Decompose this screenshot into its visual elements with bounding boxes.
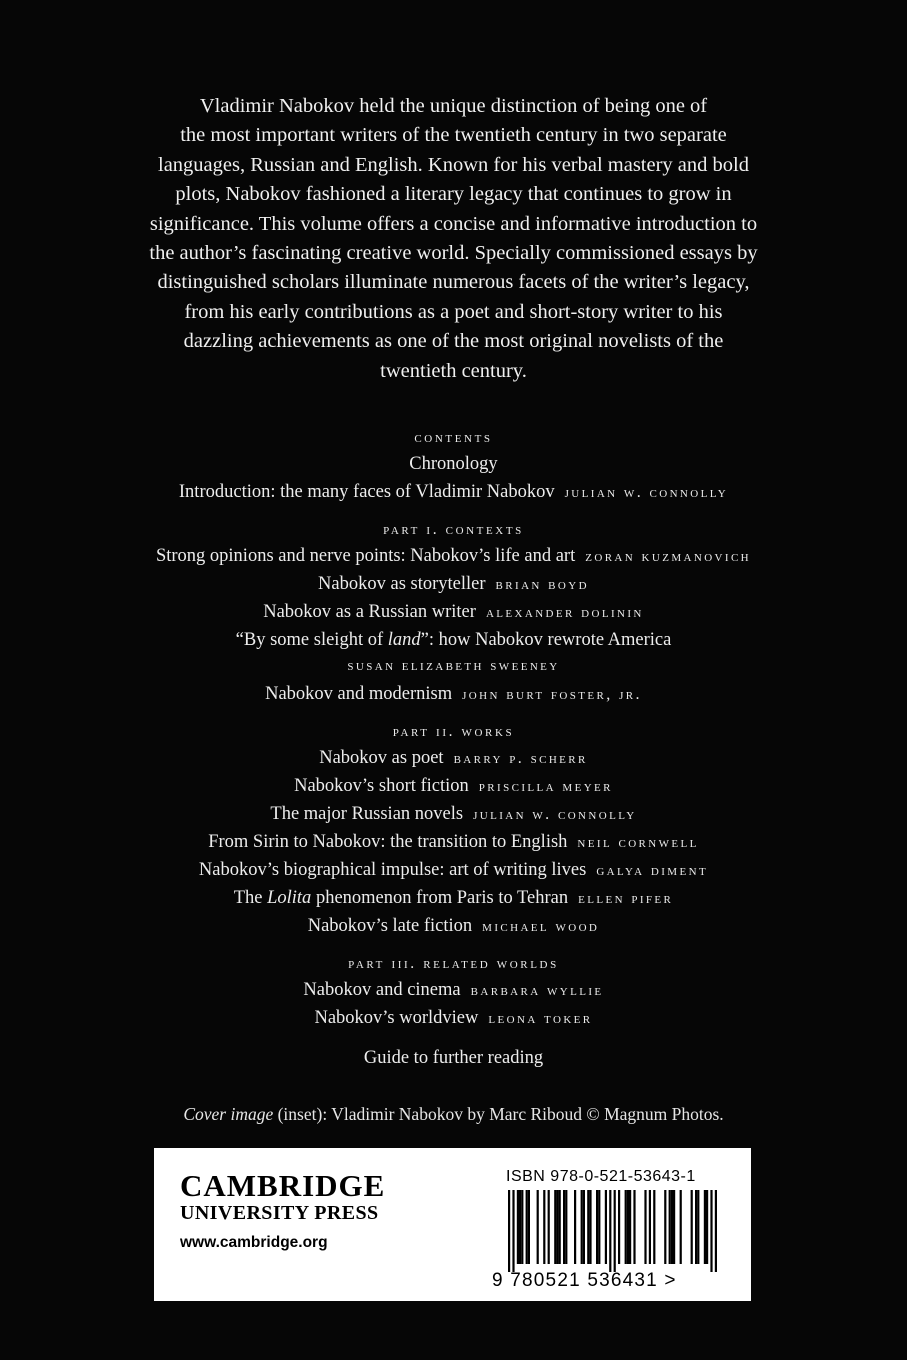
blurb-line: from his early contributions as a poet and short-story writer to his [184,300,723,323]
toc-entry-author: susan elizabeth sweeney [347,657,560,674]
barcode-bar [556,1190,558,1264]
toc-entry-title: Nabokov and modernism [265,684,453,704]
toc-entry-title: Nabokov’s biographical impulse: art of writing lives [198,860,587,880]
toc-entry-title-suffix: phenomenon from Paris to Tehran [311,888,569,908]
cover-image-credit [40,1104,867,1125]
barcode-bar [581,1190,583,1264]
publisher-barcode-panel [154,1148,751,1301]
barcode-bar [669,1190,671,1264]
blurb-line: the author’s fascinating creative world. Specially commissioned essays by [149,242,758,265]
isbn-label: ISBN 978-0-521-53643-1 [506,1168,696,1185]
toc-entry [40,626,867,654]
credit-text: (inset): Vladimir Nabokov by Marc Riboud © Magnum Photos. [273,1104,724,1124]
blurb-line: Vladimir Nabokov held the unique distinction of being one of [199,95,708,117]
publisher-subname: UNIVERSITY PRESS [180,1202,379,1224]
toc-entry-title: Nabokov as a Russian writer [263,602,476,622]
blurb-line: languages, Russian and English. Known for his verbal mastery and bold [158,153,749,176]
toc-entry-author: barry p. scherr [453,750,588,767]
barcode-bar [598,1190,600,1264]
barcode-bar [609,1190,611,1272]
barcode-bar [583,1190,585,1264]
barcode-bar [649,1190,651,1264]
toc-entry [40,912,867,940]
toc-entry-title-suffix: ”: how Nabokov rewrote America [420,630,672,650]
blurb-line: the most important writers of the twentieth century in two separate [180,124,727,147]
toc-entry-introduction [40,478,867,506]
part-heading: part iii. related worlds [348,955,559,972]
part-heading: part ii. works [392,723,515,740]
toc-entry-author: neil cornwell [577,834,699,851]
barcode-bar [528,1190,530,1264]
toc-entry [40,542,867,570]
toc-entry-title: From Sirin to Nabokov: the transition to English [208,832,568,852]
toc-entry-author: alexander dolinin [485,604,644,621]
barcode-digits: 9 780521 536431 > [492,1270,677,1291]
barcode-bar [629,1190,631,1264]
toc-entry [40,570,867,598]
toc-entry-author: leona toker [488,1010,593,1027]
barcode-bar [512,1190,514,1272]
barcode-bar [618,1190,620,1264]
toc-entry [40,856,867,884]
toc-entry-guide: Guide to further reading [363,1048,544,1068]
toc-entry-title: Strong opinions and nerve points: Nabokov’s life and art [155,546,576,566]
toc-entry-author: priscilla meyer [478,778,613,795]
publisher-name: CAMBRIDGE [180,1168,386,1203]
barcode-bar [519,1190,521,1264]
toc-entry-author: barbara wyllie [470,982,604,999]
barcode-bar [614,1190,616,1272]
part-heading: part i. contexts [383,521,524,538]
barcode-bar [521,1190,523,1264]
toc-entry-author: zoran kuzmanovich [585,548,752,565]
toc-entry [40,744,867,772]
table-of-contents [40,426,867,1072]
toc-entry [40,828,867,856]
blurb-line: dazzling achievements as one of the most original novelists of the [183,330,724,353]
toc-entry [40,800,867,828]
publisher-url: www.cambridge.org [180,1234,328,1251]
credit-italic: Cover image [183,1104,274,1124]
barcode-bar [715,1190,717,1272]
toc-entry-author: ellen pifer [578,890,674,907]
toc-entry-author: julian w. connolly [564,484,729,501]
barcode-bar [548,1190,550,1264]
barcode-image [492,1190,742,1272]
barcode-bar [537,1190,539,1264]
toc-entry [40,680,867,708]
toc-entry-chronology: Chronology [409,454,498,474]
barcode-bar [644,1190,646,1264]
toc-entry [40,772,867,800]
barcode-bar [653,1190,655,1264]
toc-entry-author: michael wood [482,918,600,935]
toc-entry-title-prefix: The [233,888,268,908]
back-cover-blurb [110,92,797,386]
blurb-line: significance. This volume offers a concise and informative introduction to [149,212,758,235]
barcode-bar [589,1190,591,1264]
barcode-bar [627,1190,629,1264]
barcode-bar [697,1190,699,1264]
toc-entry-title: Nabokov’s late fiction [307,916,473,936]
barcode-bar [526,1190,528,1264]
barcode-bar [563,1190,565,1264]
toc-entry-author: galya diment [596,862,709,879]
toc-entry-title: Nabokov and cinema [303,980,461,1000]
toc-entry-title: Introduction: the many faces of Vladimir Nabokov [178,482,555,502]
barcode-bar [574,1190,576,1264]
barcode-bar [543,1190,545,1264]
contents-heading: contents [414,429,493,446]
barcode-bar [605,1190,607,1264]
barcode-bar [633,1190,635,1264]
toc-entry-title: The major Russian novels [270,804,464,824]
toc-entry-title: Nabokov’s worldview [314,1008,479,1028]
blurb-line: plots, Nabokov fashioned a literary legacy that continues to grow in [175,183,732,206]
barcode-bar [587,1190,589,1264]
barcode-bar [625,1190,627,1264]
barcode-bar [517,1190,519,1264]
toc-entry-title-prefix: “By some sleight of [235,630,388,650]
toc-entry [40,1004,867,1032]
toc-entry [40,884,867,912]
toc-entry-author: julian w. connolly [473,806,637,823]
barcode-bar [554,1190,556,1264]
toc-entry-author: brian boyd [495,576,589,593]
toc-entry-title: Nabokov as poet [319,748,444,768]
barcode-bar [691,1190,693,1264]
barcode-bar [565,1190,567,1264]
barcode-bar [664,1190,666,1264]
barcode-bar [559,1190,561,1264]
toc-entry-author: john burt foster, jr. [462,686,642,703]
barcode-bar [596,1190,598,1264]
barcode-bar [508,1190,510,1272]
barcode-bar [673,1190,675,1264]
blurb-line: twentieth century. [380,359,527,382]
barcode-bar [710,1190,712,1272]
barcode-bar [680,1190,682,1264]
barcode-bar [704,1190,706,1264]
toc-entry [40,598,867,626]
barcode-bar [695,1190,697,1264]
barcode-bar [706,1190,708,1264]
blurb-line: distinguished scholars illuminate numerous facets of the writer’s legacy, [157,271,750,294]
barcode-bar [671,1190,673,1264]
toc-entry-title: Nabokov as storyteller [318,574,486,594]
publisher-logo [180,1170,385,1252]
toc-entry [40,976,867,1004]
toc-entry-title: Nabokov’s short fiction [294,776,469,796]
toc-entry-title-italic: land [387,630,421,650]
toc-entry-title-italic: Lolita [267,888,312,908]
